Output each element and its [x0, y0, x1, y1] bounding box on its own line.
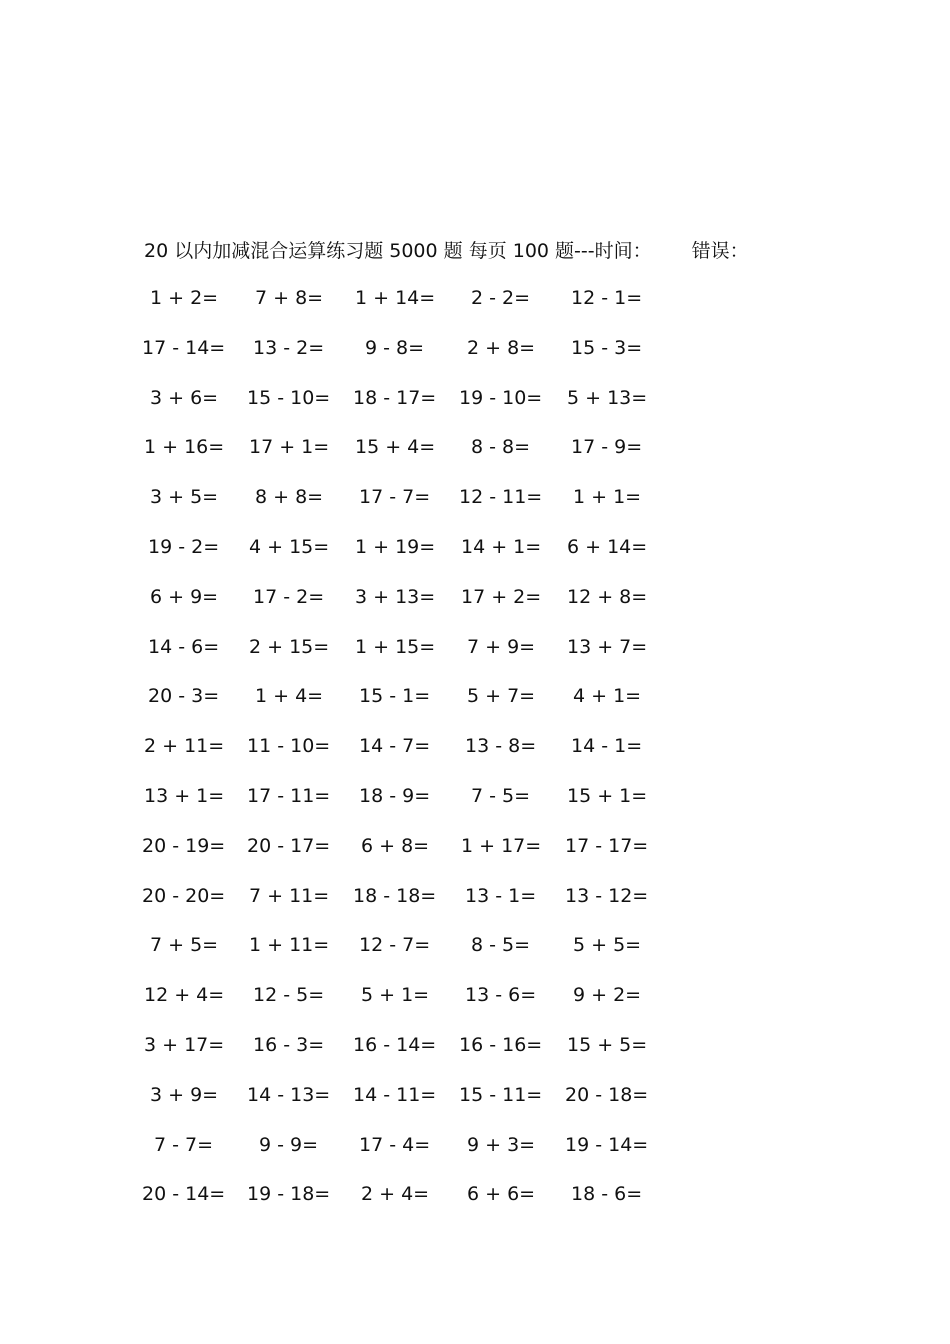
math-problem: 4 + 1=	[573, 685, 642, 708]
math-problem: 1 + 2=	[150, 287, 219, 309]
math-problem: 2 + 11=	[144, 735, 225, 758]
math-problem: 15 + 5=	[567, 1034, 648, 1056]
math-problem: 12 - 1=	[571, 287, 643, 309]
math-problem: 6 + 9=	[150, 585, 219, 608]
math-problem: 15 - 1=	[359, 685, 431, 708]
math-problem: 3 + 13=	[355, 585, 436, 608]
math-problem: 14 + 1=	[461, 536, 542, 558]
math-problem: 18 - 18=	[353, 884, 437, 907]
math-problem: 15 + 1=	[567, 785, 648, 807]
math-problem: 2 - 2=	[471, 287, 531, 309]
math-problem: 1 + 17=	[461, 834, 542, 857]
math-problem: 18 - 9=	[359, 785, 431, 807]
math-problem: 1 + 16=	[144, 436, 225, 459]
math-problem: 16 - 16=	[459, 1034, 543, 1056]
math-problem: 9 + 3=	[467, 1133, 536, 1156]
math-problem: 16 - 3=	[253, 1034, 325, 1056]
math-problem: 15 + 4=	[355, 436, 436, 459]
math-problem: 17 - 14=	[142, 336, 226, 359]
math-problem: 7 - 7=	[154, 1133, 214, 1156]
math-problem: 20 - 14=	[142, 1183, 226, 1206]
math-problem: 12 + 8=	[567, 585, 648, 608]
math-problem: 12 - 7=	[359, 934, 431, 957]
math-problem: 9 - 8=	[365, 336, 425, 359]
math-problem: 13 - 1=	[465, 884, 537, 907]
math-problem: 12 - 11=	[459, 486, 543, 509]
math-problem: 13 - 2=	[253, 336, 325, 359]
math-problem: 17 - 9=	[571, 436, 643, 459]
math-problem: 1 + 15=	[355, 635, 436, 658]
math-problem: 17 - 4=	[359, 1133, 431, 1156]
math-problem: 15 - 10=	[247, 386, 331, 409]
math-problem: 13 - 6=	[465, 984, 537, 1007]
math-problem: 1 + 1=	[573, 486, 642, 509]
math-problem: 3 + 5=	[150, 486, 219, 509]
math-problem: 8 - 8=	[471, 436, 531, 459]
math-problem: 13 + 7=	[567, 635, 648, 658]
math-problem: 7 + 9=	[467, 635, 536, 658]
math-problem: 15 - 3=	[571, 336, 643, 359]
math-problem: 17 + 2=	[461, 585, 542, 608]
math-problem: 9 + 2=	[573, 984, 642, 1007]
math-problem: 3 + 6=	[150, 386, 219, 409]
math-problem: 2 + 4=	[361, 1183, 430, 1206]
math-problem: 1 + 11=	[249, 934, 330, 957]
math-problem: 5 + 1=	[361, 984, 430, 1007]
math-problem: 12 + 4=	[144, 984, 225, 1007]
math-problem: 14 - 1=	[571, 735, 643, 758]
math-problem: 7 + 5=	[150, 934, 219, 957]
math-problem: 14 - 6=	[148, 635, 220, 658]
math-problem: 6 + 8=	[361, 834, 430, 857]
errors-label: 错误：	[691, 240, 749, 262]
math-problem: 20 - 19=	[142, 834, 226, 857]
math-problem: 2 + 8=	[467, 336, 536, 359]
math-problem: 6 + 6=	[467, 1183, 536, 1206]
math-problem: 20 - 3=	[148, 685, 220, 708]
math-problem: 9 - 9=	[259, 1133, 319, 1156]
math-problem: 4 + 15=	[249, 536, 330, 558]
math-problem: 17 - 11=	[247, 785, 331, 807]
math-problem: 20 - 18=	[565, 1083, 649, 1106]
math-problem: 3 + 17=	[144, 1034, 225, 1056]
worksheet-title: 20 以内加减混合运算练习题 5000 题 每页 100 题---时间：	[144, 240, 652, 262]
math-problem: 20 - 20=	[142, 884, 226, 907]
math-problem: 12 - 5=	[253, 984, 325, 1007]
math-problem: 5 + 7=	[467, 685, 536, 708]
math-problem: 15 - 11=	[459, 1083, 543, 1106]
math-problem: 17 - 7=	[359, 486, 431, 509]
math-problem: 20 - 17=	[247, 834, 331, 857]
math-problem: 7 - 5=	[471, 785, 531, 807]
math-problem: 19 - 18=	[247, 1183, 331, 1206]
math-problem: 13 - 12=	[565, 884, 649, 907]
math-problem: 5 + 13=	[567, 386, 648, 409]
math-problem: 18 - 17=	[353, 386, 437, 409]
math-problem: 7 + 11=	[249, 884, 330, 907]
worksheet-header	[144, 236, 749, 263]
math-problem: 18 - 6=	[571, 1183, 643, 1206]
math-problem: 5 + 5=	[573, 934, 642, 957]
math-problem: 1 + 19=	[355, 536, 436, 558]
math-problem: 13 + 1=	[144, 785, 225, 807]
math-problem: 19 - 14=	[565, 1133, 649, 1156]
math-problem: 14 - 11=	[353, 1083, 437, 1106]
math-problem: 7 + 8=	[255, 287, 324, 309]
math-problem: 14 - 7=	[359, 735, 431, 758]
math-problem: 8 - 5=	[471, 934, 531, 957]
math-problem: 17 - 17=	[565, 834, 649, 857]
math-problem: 1 + 14=	[355, 287, 436, 309]
math-problem: 3 + 9=	[150, 1083, 219, 1106]
math-problem: 1 + 4=	[255, 685, 324, 708]
math-problem: 13 - 8=	[465, 735, 537, 758]
math-problem: 2 + 15=	[249, 635, 330, 658]
math-problem: 16 - 14=	[353, 1034, 437, 1056]
math-problem: 17 + 1=	[249, 436, 330, 459]
math-problem: 11 - 10=	[247, 735, 331, 758]
math-problem: 19 - 2=	[148, 536, 220, 558]
math-problem: 6 + 14=	[567, 536, 648, 558]
math-problem: 19 - 10=	[459, 386, 543, 409]
math-problem: 14 - 13=	[247, 1083, 331, 1106]
math-problem: 8 + 8=	[255, 486, 324, 509]
math-problem: 17 - 2=	[253, 585, 325, 608]
